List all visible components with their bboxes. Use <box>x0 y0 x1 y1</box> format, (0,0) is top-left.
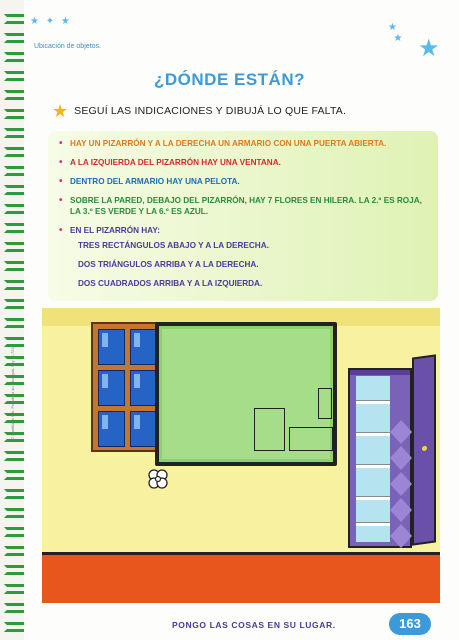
instruction-text: SEGUÍ LAS INDICACIONES Y DIBUJÁ LO QUE FALTA. <box>74 105 347 117</box>
sub-item: DOS CUADRADOS ARRIBA Y A LA IZQUIERDA. <box>78 279 263 288</box>
glass-highlight <box>102 333 108 347</box>
glass-highlight <box>134 415 140 429</box>
chalkboard <box>155 322 337 466</box>
page-number: 163 <box>389 613 431 635</box>
flower-icon <box>147 468 169 490</box>
star-icon: ★ <box>52 101 69 121</box>
wardrobe <box>348 368 412 548</box>
drawn-rectangle <box>318 388 332 419</box>
list-item: • DENTRO DEL ARMARIO HAY UNA PELOTA. <box>56 176 434 187</box>
wardrobe-diamond-pattern <box>390 420 412 550</box>
instruction <box>52 102 346 120</box>
page-title: ¿DÓNDE ESTÁN? <box>154 70 305 89</box>
instruction-list <box>56 138 434 244</box>
glass-highlight <box>134 374 140 388</box>
star-mascot-icon: ★ <box>418 35 440 62</box>
sub-item: DOS TRIÁNGULOS ARRIBA Y A LA DERECHA. <box>78 260 259 269</box>
list-item: • EN EL PIZARRÓN HAY: <box>56 225 434 236</box>
wardrobe-open-door <box>412 354 436 545</box>
wardrobe-shelf <box>356 496 390 500</box>
window <box>91 322 161 452</box>
floor <box>42 555 440 603</box>
wardrobe-shelf <box>356 400 390 404</box>
footer-caption: PONGO LAS COSAS EN SU LUGAR. <box>172 620 336 630</box>
sub-item: TRES RECTÁNGULOS ABAJO Y A LA DERECHA. <box>78 241 269 250</box>
decorative-stars-icon: ★ ✦ ★ <box>30 16 72 27</box>
room-illustration <box>42 308 440 603</box>
section-label: Ubicación de objetos. <box>34 43 101 50</box>
drawn-rectangle <box>289 427 333 451</box>
wardrobe-shelf <box>356 464 390 468</box>
wardrobe-shelf <box>356 522 390 526</box>
glass-highlight <box>134 333 140 347</box>
list-item: • A LA IZQUIERDA DEL PIZARRÓN HAY UNA VENTANA. <box>56 157 434 168</box>
glass-highlight <box>102 415 108 429</box>
wardrobe-shelf <box>356 432 390 436</box>
list-item: • SOBRE LA PARED, DEBAJO DEL PIZARRÓN, HAY 7 FLORES EN HILERA. LA 2.º ES ROJA, LA 3.º ES VERDE Y LA 6.º ES AZUL. <box>56 195 434 217</box>
drawn-rectangle <box>254 408 285 451</box>
list-item: • HAY UN PIZARRÓN Y A LA DERECHA UN ARMARIO CON UNA PUERTA ABIERTA. <box>56 138 434 149</box>
instructions-panel <box>48 131 438 301</box>
glass-highlight <box>102 374 108 388</box>
floor-line <box>42 552 440 555</box>
copyright-note: © Santillana S.A. Prohibida su fotocopia. Ley 11.723 <box>10 347 15 440</box>
wardrobe-trim <box>350 370 410 375</box>
decorative-stars-icon: ★ ★ <box>388 22 403 44</box>
